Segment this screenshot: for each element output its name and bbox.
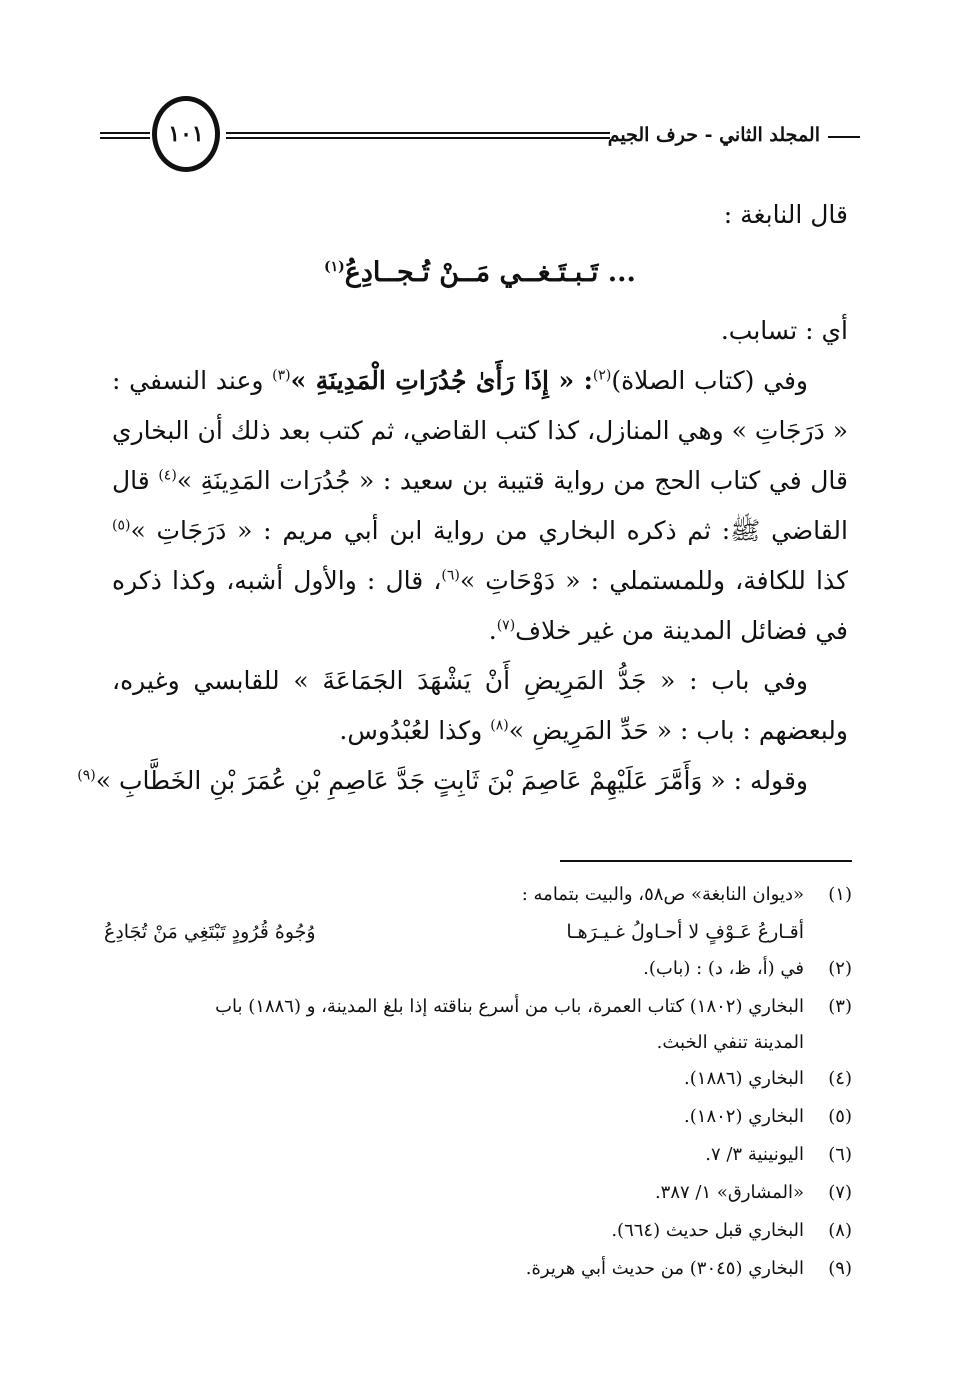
footnote-item: [104, 1212, 852, 1250]
footnote-text: اليونينية ٣/ ٧.: [705, 1144, 804, 1165]
footnote-text: البخاري (١٨٠٢).: [684, 1106, 804, 1127]
line-text: قال النابغة :: [723, 200, 848, 229]
header-rule-left: [100, 132, 150, 139]
footnote-item: [104, 950, 852, 988]
footnotes: [104, 876, 852, 1288]
footnote-number: (٨): [828, 1220, 852, 1241]
line-text: أي : تسابب.: [720, 316, 848, 345]
line-text: وكذا لعُبْدُوس.: [339, 716, 491, 745]
footnote-item: [104, 988, 852, 1026]
footnote-ref[interactable]: (٤): [158, 467, 177, 484]
line-text: وفي (كتاب الصلاة): [611, 366, 808, 395]
footnote-number: (٩): [828, 1258, 852, 1279]
text-line: [112, 356, 848, 406]
text-line: [112, 556, 848, 606]
footnote-text: البخاري (٣٠٤٥) من حديث أبي هريرة.: [525, 1258, 804, 1279]
header-rule: [226, 132, 610, 139]
footnote-number: (٣): [828, 996, 852, 1017]
footnote-text: في (أ، ظ، د) : (باب).: [643, 958, 804, 979]
footnote-item: [104, 876, 852, 914]
footnote-item: [104, 1136, 852, 1174]
line-text: وفي باب : « جَدُّ المَرِيضِ أَنْ يَشْهَدَ الجَمَاعَةَ » للقابسي وغيره،: [112, 666, 808, 695]
line-text: ، قال : والأول أشبه، وكذا ذكره: [112, 566, 442, 595]
line-text: قال: [112, 466, 159, 495]
running-title: المجلد الثاني - حرف الجيم: [607, 124, 820, 146]
text-line: [112, 506, 848, 556]
footnote-poem: [104, 914, 852, 950]
footnote-item: [104, 1060, 852, 1098]
text-line: [112, 656, 848, 706]
footnote-ref[interactable]: (٦): [441, 567, 460, 584]
footnote-text: البخاري (١٨٨٦).: [684, 1068, 804, 1089]
poem-verse: [112, 240, 848, 306]
page-number-badge: [152, 96, 220, 172]
line-text: .: [488, 616, 497, 645]
footnote-ref[interactable]: (٧): [496, 617, 516, 634]
footnote-text: «المشارق» ١/ ٣٨٧.: [654, 1182, 804, 1203]
footnote-text: المدينة تنفي الخبث.: [656, 1032, 804, 1053]
line-text: « دَرَجَاتِ » وهي المنازل، كذا كتب القاضي، ثم كتب بعد ذلك أن البخاري: [112, 416, 848, 445]
text-line: [112, 706, 848, 756]
page-number: ١٠١: [168, 121, 204, 147]
footnote-ref[interactable]: (١): [324, 259, 345, 275]
footnote-ref[interactable]: (٨): [490, 717, 509, 734]
footnote-ref[interactable]: (٩): [77, 767, 96, 784]
poem-hemistich-1: أقـارعُ عَـوْفٍ لا أحـاولُ غـيـرَهـا: [566, 921, 804, 943]
quoted-term: : « إِذَا رَأَىٰ جُدُرَاتِ الْمَدِينَةِ »: [290, 366, 593, 395]
footnote-separator: [560, 860, 852, 862]
text-line: [112, 606, 848, 656]
footnote-number: (١): [828, 884, 852, 905]
header-rule-right: [828, 136, 860, 138]
footnote-number: (٥): [828, 1106, 852, 1127]
line-text: كذا للكافة، وللمستملي : « دَوْحَاتِ »: [459, 566, 848, 595]
running-header: [100, 96, 860, 180]
text-line: [112, 456, 848, 506]
footnote-text: البخاري قبل حديث (٦٦٤).: [611, 1220, 804, 1241]
footnote-text: البخاري (١٨٠٢) كتاب العمرة، باب من أسرع بناقته إذا بلغ المدينة، و (١٨٨٦) باب: [215, 996, 804, 1017]
text-line: [112, 306, 848, 356]
footnote-ref[interactable]: (٥): [112, 517, 131, 534]
verse-text: ... تَـبـتَـغــي مَــنْ تُـجــادِعُ: [344, 257, 636, 288]
footnote-item: [104, 1174, 852, 1212]
line-text: وعند النسفي :: [112, 366, 273, 395]
footnote-ref[interactable]: (٣): [272, 367, 291, 384]
text-line: [112, 190, 848, 240]
footnote-number: (٤): [828, 1068, 852, 1089]
footnote-ref[interactable]: (٢): [592, 367, 612, 384]
footnote-item: [104, 1098, 852, 1136]
poem-hemistich-2: وُجُوهُ قُرُودٍ تَبْتَغِي مَنْ تُجَادِعُ: [104, 921, 316, 943]
text-line: [77, 756, 848, 806]
footnote-continuation: [104, 1026, 852, 1060]
text-line: [112, 406, 848, 456]
footnote-number: (٧): [828, 1182, 852, 1203]
line-text: القاضي ﷺ: ثم ذكره البخاري من رواية ابن أبي مريم : « دَرَجَاتِ »: [130, 516, 848, 545]
main-text: [77, 190, 848, 806]
line-text: ولبعضهم : باب : « حَدِّ المَرِيضِ »: [508, 716, 848, 745]
footnote-text: «ديوان النابغة» ص٥٨، والبيت بتمامه :: [521, 884, 804, 905]
line-text: في فضائل المدينة من غير خلاف: [515, 616, 848, 645]
footnote-number: (٦): [828, 1144, 852, 1165]
footnote-number: (٢): [828, 958, 852, 979]
line-text: وقوله : « وَأَمَّرَ عَلَيْهِمْ عَاصِمَ بْنَ ثَابِتٍ جَدَّ عَاصِمِ بْنِ عُمَرَ بْنِ الخَطَّابِ »: [95, 766, 808, 795]
line-text: قال في كتاب الحج من رواية قتيبة بن سعيد : « جُدُرَات المَدِينَةِ »: [176, 466, 848, 495]
footnote-item: [104, 1250, 852, 1288]
